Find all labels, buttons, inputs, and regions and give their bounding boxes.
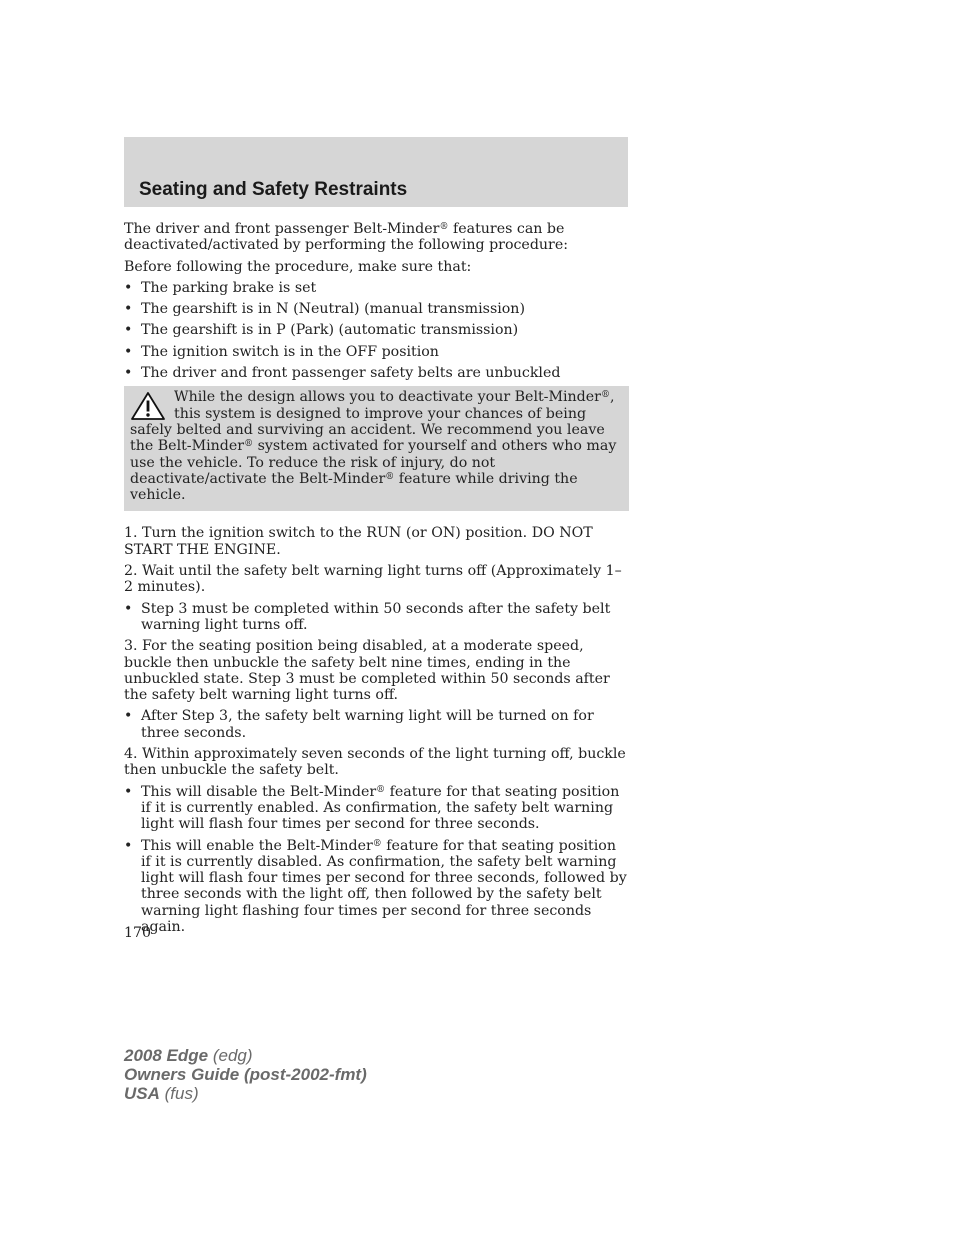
bullet-icon: •	[124, 837, 133, 854]
checklist-item: • The parking brake is set	[124, 279, 317, 296]
document-footer	[124, 1046, 367, 1103]
bullet-icon: •	[124, 365, 133, 382]
bullet-icon: •	[124, 322, 133, 339]
intro-paragraph: The driver and front passenger Belt-Minder® features can be deactivated/activated by performing the following procedure:	[124, 221, 569, 254]
step-1: 1. Turn the ignition switch to the RUN (or ON) position. DO NOT START THE ENGINE.	[124, 525, 593, 558]
bullet-icon: •	[124, 301, 133, 318]
warning-text: While the design allows you to deactivate your Belt-Minder®, this system is designed to improve your chances of being safely belted and surviving an accident. We recommend you leave the Belt-Minder® system activated for yourself and others who may use the vehicle. To reduce the risk of injury, do not deactivate/activate the Belt-Minder® feature while driving the vehicle.	[130, 389, 617, 504]
step-4: 4. Within approximately seven seconds of the light turning off, buckle then unbuckle the safety belt.	[124, 746, 626, 779]
footer-model-line: 2008 Edge (edg)	[124, 1046, 253, 1065]
section-header-band	[124, 137, 628, 207]
step-2-note: • Step 3 must be completed within 50 seconds after the safety belt warning light turns off.	[124, 600, 611, 633]
step-4-note-enable: • This will enable the Belt-Minder® feature for that seating position if it is currently disabled. As confirmation, the safety belt warning light will flash four times per second for three seconds, followed by three seconds with the light off, then followed by the safety belt warning light flashing four times per second for three seconds again.	[124, 837, 627, 935]
bullet-icon: •	[124, 343, 133, 360]
intro-precondition: Before following the procedure, make sure that:	[124, 258, 472, 275]
step-4-note-disable: • This will disable the Belt-Minder® feature for that seating position if it is currently enabled. As confirmation, the safety belt warning light will flash four times per second for three seconds.	[124, 783, 620, 833]
checklist-item: • The gearshift is in N (Neutral) (manual transmission)	[124, 301, 525, 318]
footer-market-line: USA (fus)	[124, 1084, 199, 1103]
checklist-item: • The gearshift is in P (Park) (automatic transmission)	[124, 322, 519, 339]
bullet-icon: •	[124, 708, 133, 725]
checklist-item: • The ignition switch is in the OFF position	[124, 343, 439, 360]
step-3-note: • After Step 3, the safety belt warning light will be turned on for three seconds.	[124, 708, 594, 741]
footer-guide-line: Owners Guide (post-2002-fmt)	[124, 1065, 367, 1084]
warning-triangle-icon	[130, 391, 166, 421]
warning-box	[124, 386, 629, 511]
bullet-icon: •	[124, 600, 133, 617]
bullet-icon: •	[124, 783, 133, 800]
step-3: 3. For the seating position being disabled, at a moderate speed, buckle then unbuckle the safety belt nine times, ending in the unbuckled state. Step 3 must be completed within 50 seconds after the safety belt warning light turns off.	[124, 638, 610, 704]
bullet-icon: •	[124, 279, 133, 296]
page-number: 170	[124, 925, 152, 941]
step-2: 2. Wait until the safety belt warning light turns off (Approximately 1–2 minutes).	[124, 563, 622, 596]
section-title: Seating and Safety Restraints	[139, 179, 408, 200]
page-content	[124, 221, 629, 940]
checklist-item: • The driver and front passenger safety belts are unbuckled	[124, 365, 561, 382]
